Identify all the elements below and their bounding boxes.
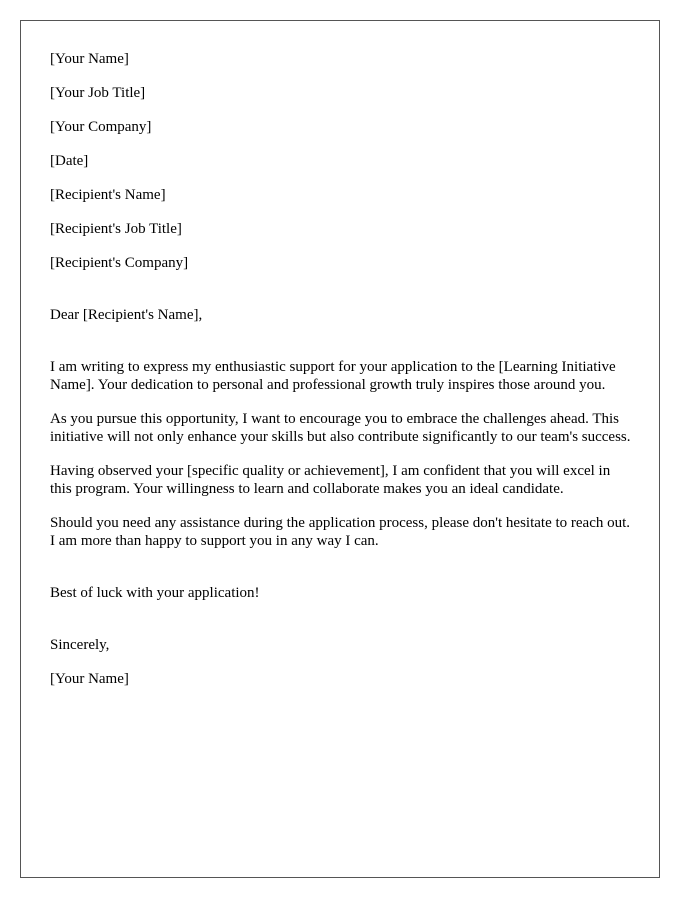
body-paragraph: Having observed your [specific quality or achievement], I am confident that you will excel in this program. Your willingness to learn and collaborate makes you an ideal candidate.: [50, 463, 611, 497]
body-paragraph: Should you need any assistance during the application process, please don't hesitate to reach out. I am more than happy to support you in any way I can.: [50, 515, 631, 549]
body-paragraph: As you pursue this opportunity, I want to encourage you to embrace the challenges ahead. This initiative will not only enhance your skills but also contribute significantly to our team's success.: [50, 411, 631, 445]
spacer: [50, 272, 635, 306]
signature-name: [Your Name]: [50, 671, 129, 687]
body-paragraph: I am writing to express my enthusiastic support for your application to the [Learning Initiative Name]. Your dedication to personal and professional growth truly inspires those around you.: [50, 359, 616, 393]
sender-company: [Your Company]: [50, 119, 152, 135]
recipient-name: [Recipient's Name]: [50, 187, 166, 203]
salutation: Dear [Recipient's Name],: [50, 307, 203, 323]
letter-date: [Date]: [50, 153, 89, 169]
spacer: [50, 550, 635, 584]
spacer: [50, 324, 635, 358]
sender-name: [Your Name]: [50, 51, 129, 67]
recipient-job-title: [Recipient's Job Title]: [50, 221, 182, 237]
closing-line: Best of luck with your application!: [50, 585, 260, 601]
valediction: Sincerely,: [50, 637, 110, 653]
spacer: [50, 602, 635, 636]
letter-content: [50, 50, 635, 704]
letter-page: [20, 20, 660, 878]
sender-job-title: [Your Job Title]: [50, 85, 146, 101]
recipient-company: [Recipient's Company]: [50, 255, 189, 271]
